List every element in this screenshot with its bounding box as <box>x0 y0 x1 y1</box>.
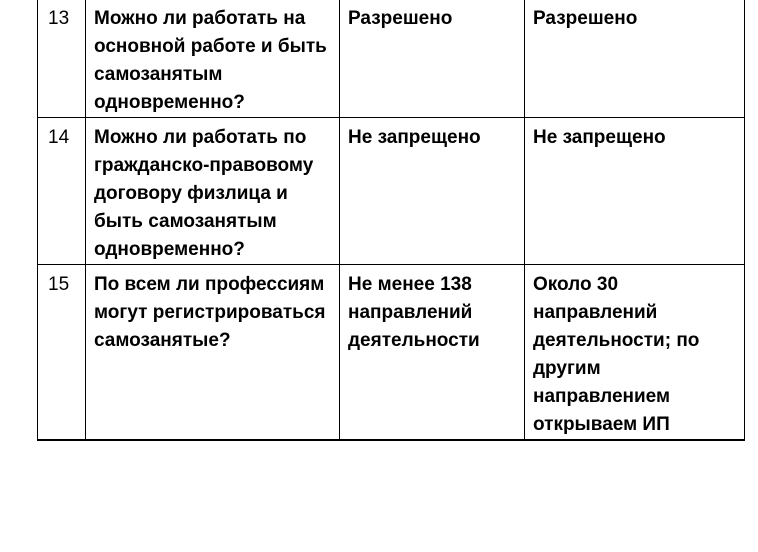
table-row <box>38 118 745 265</box>
answer-b-cell: Разрешено <box>525 0 745 118</box>
question-cell: По всем ли профессиям могут регистрироваться самозанятые? <box>86 265 340 441</box>
answer-a-cell: Не менее 138 направлений деятельности <box>340 265 525 441</box>
answer-a-cell: Не запрещено <box>340 118 525 265</box>
row-number: 15 <box>38 265 86 441</box>
comparison-table <box>37 0 745 441</box>
answer-b-cell: Около 30 направлений деятельности; по другим направлением открываем ИП <box>525 265 745 441</box>
row-number: 14 <box>38 118 86 265</box>
table-row <box>38 265 745 441</box>
table-row <box>38 0 745 118</box>
row-number: 13 <box>38 0 86 118</box>
answer-b-cell: Не запрещено <box>525 118 745 265</box>
question-cell: Можно ли работать на основной работе и быть самозанятым одновременно? <box>86 0 340 118</box>
answer-a-cell: Разрешено <box>340 0 525 118</box>
question-cell: Можно ли работать по гражданско-правовому договору физлица и быть самозанятым одновременно? <box>86 118 340 265</box>
